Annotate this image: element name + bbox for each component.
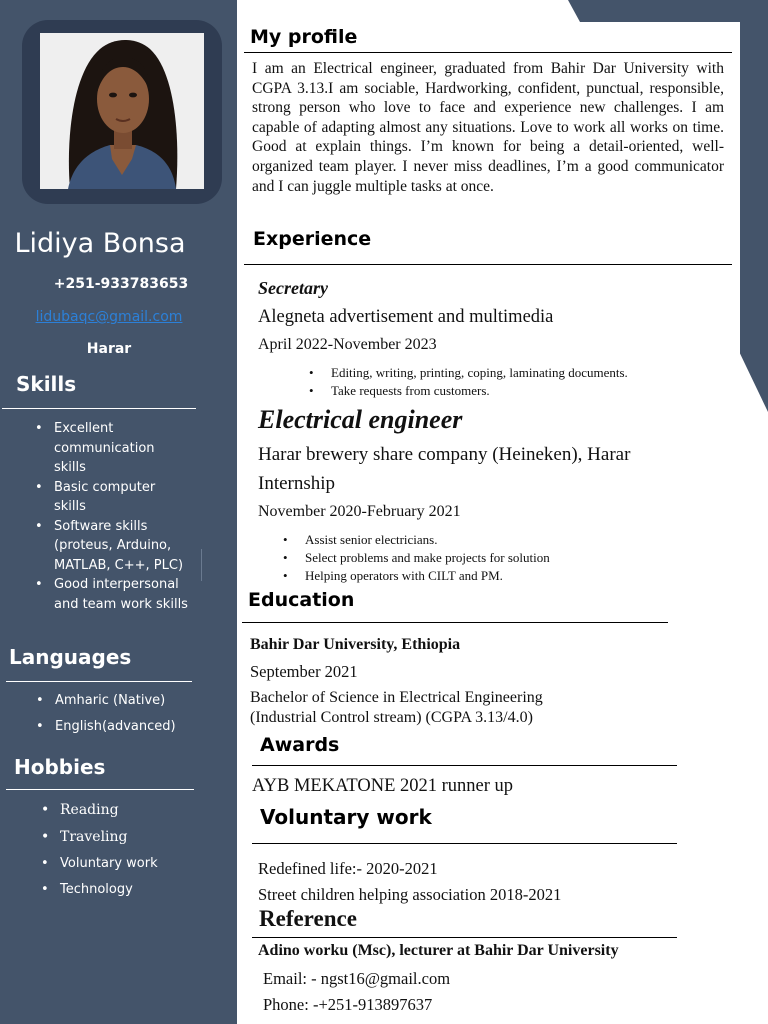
job-duties — [305, 531, 550, 585]
skill-item: • Excellent communication skills — [54, 419, 188, 478]
experience-heading: Experience — [253, 228, 372, 250]
skill-item: • Software skills (proteus, Arduino, MATLAB, C++, PLC) — [54, 517, 188, 576]
award-item: AYB MEKATONE 2021 runner up — [252, 776, 514, 796]
languages-divider — [6, 681, 192, 682]
phone-number: +251-933783653 — [53, 276, 189, 292]
decor-top-shape — [568, 0, 768, 22]
skills-list — [54, 419, 188, 614]
voluntary-item: Street children helping association 2018-2021 — [258, 885, 562, 904]
education-heading: Education — [248, 589, 355, 611]
hobbies-divider — [6, 789, 194, 790]
education-divider — [242, 622, 668, 623]
reference-heading: Reference — [259, 906, 357, 931]
language-item: • English(advanced) — [55, 719, 225, 734]
reference-divider — [252, 937, 677, 938]
skills-heading: Skills — [16, 372, 77, 396]
skills-divider — [2, 408, 196, 409]
job-dates: November 2020-February 2021 — [258, 503, 461, 520]
voluntary-item: Redefined life:- 2020-2021 — [258, 859, 438, 878]
education-date: September 2021 — [250, 662, 358, 681]
hobby-item: • Traveling — [60, 829, 230, 845]
job-duties — [331, 364, 628, 400]
email-link[interactable]: lidubaqc@gmail.com — [35, 309, 183, 325]
hobby-item: • Reading — [60, 802, 230, 818]
person-name: Lidiya Bonsa — [14, 228, 186, 259]
duty-item: • Editing, writing, printing, coping, laminating documents. — [331, 364, 628, 382]
sidebar — [0, 0, 237, 1024]
hobbies-heading: Hobbies — [14, 755, 106, 779]
reference-email: Email: - ngst16@gmail.com — [263, 969, 451, 988]
skill-item: • Basic computer skills — [54, 478, 188, 517]
reference-phone: Phone: -+251-913897637 — [263, 995, 433, 1014]
job-role: Secretary — [258, 278, 328, 298]
language-item: • Amharic (Native) — [55, 693, 225, 708]
awards-divider — [252, 765, 677, 766]
awards-heading: Awards — [260, 734, 340, 756]
hobby-item: • Technology — [60, 882, 230, 897]
job-company: Harar brewery share company (Heineken), Harar — [258, 444, 631, 465]
languages-heading: Languages — [9, 645, 132, 669]
job-role: Electrical engineer — [258, 405, 463, 434]
skill-item: • Good interpersonal and team work skills — [54, 575, 188, 614]
reference-name: Adino worku (Msc), lecturer at Bahir Dar University — [258, 942, 619, 959]
city: Harar — [86, 341, 132, 357]
hobbies-list — [60, 802, 230, 908]
profile-heading: My profile — [250, 26, 358, 48]
job-type: Internship — [258, 473, 336, 494]
education-stream: (Industrial Control stream) (CGPA 3.13/4.0) — [250, 709, 533, 726]
duty-item: • Take requests from customers. — [331, 382, 628, 400]
duty-item: • Select problems and make projects for solution — [305, 549, 550, 567]
profile-divider — [244, 52, 732, 53]
voluntary-divider — [252, 843, 677, 844]
voluntary-heading: Voluntary work — [260, 805, 432, 829]
profile-text: I am an Electrical engineer, graduated from Bahir Dar University with CGPA 3.13.I am sociable, Hardworking, confident, punctual, responsible, strong person who love to face and experience new challenges. I am capable of adapting almost any situations. Love to work all works on time. Good at explain things. I’m known for being a detail-oriented, well-organized team player. I never miss deadlines, I’m a good communicator and I can juggle multiple tasks at once. — [252, 60, 724, 195]
profile-photo — [40, 33, 204, 189]
education-school: Bahir Dar University, Ethiopia — [250, 636, 461, 653]
duty-item: • Assist senior electricians. — [305, 531, 550, 549]
languages-list — [55, 693, 225, 745]
education-degree: Bachelor of Science in Electrical Engineering — [250, 689, 543, 706]
hobby-item: • Voluntary work — [60, 856, 230, 871]
job-company: Alegneta advertisement and multimedia — [258, 307, 554, 327]
duty-item: • Helping operators with CILT and PM. — [305, 567, 550, 585]
job-dates: April 2022-November 2023 — [258, 336, 437, 353]
decor-right-shape — [740, 22, 768, 412]
sidebar-mark — [201, 549, 202, 581]
experience-divider — [244, 264, 732, 265]
